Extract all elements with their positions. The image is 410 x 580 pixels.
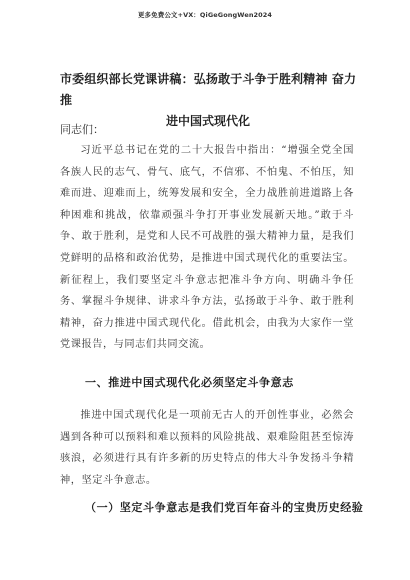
title-line-2: 进中国式现代化 [165, 114, 250, 128]
section-heading-1: 一、推进中国式现代化必须坚定斗争意志 [85, 376, 294, 389]
title-line-1: 市委组织部长党课讲稿：弘扬敢于斗争于胜利精神 奋力推 [60, 72, 356, 107]
paragraph-intro: 习近平总书记在党的二十大报告中指出：“增强全党全国各族人民的志气、骨气、底气，不信邪、不怕鬼、不怕压，知难而进、迎难而上，统筹发展和安全，全力战胜前进道路上各种困难和挑战，依靠顽强斗争打开事业发展新天地。”敢于斗争、敢于胜利，是党和人民不可战胜的强大精神力量，是我们党鲜明的品格和政治优势，是推进中国式现代化的重要法宝。新征程上，我们要坚定斗争意志把准斗争方向、明确斗争任务、掌握斗争规律、讲求斗争方法，弘扬敢于斗争、敢于胜利精神，奋力推进中国式现代化。借此机会，由我为大家作一堂党课报告，与同志们共同交流。 [60, 145, 354, 351]
salutation: 同志们： [60, 123, 104, 136]
paragraph-section-1: 推进中国式现代化是一项前无古人的开创性事业，必然会遇到各种可以预料和难以预料的风险挑战、艰难险阻甚至惊涛骇浪，必须进行具有许多新的历史特点的伟大斗争发扬斗争精神，坚定斗争意志。 [60, 410, 354, 486]
document-title [60, 69, 356, 132]
subsection-heading-1: （一）坚定斗争意志是我们党百年奋斗的宝贵历史经验 [85, 501, 364, 514]
header-note: 更多免费公文+VX：QiGeGongWen2024 [137, 11, 273, 19]
